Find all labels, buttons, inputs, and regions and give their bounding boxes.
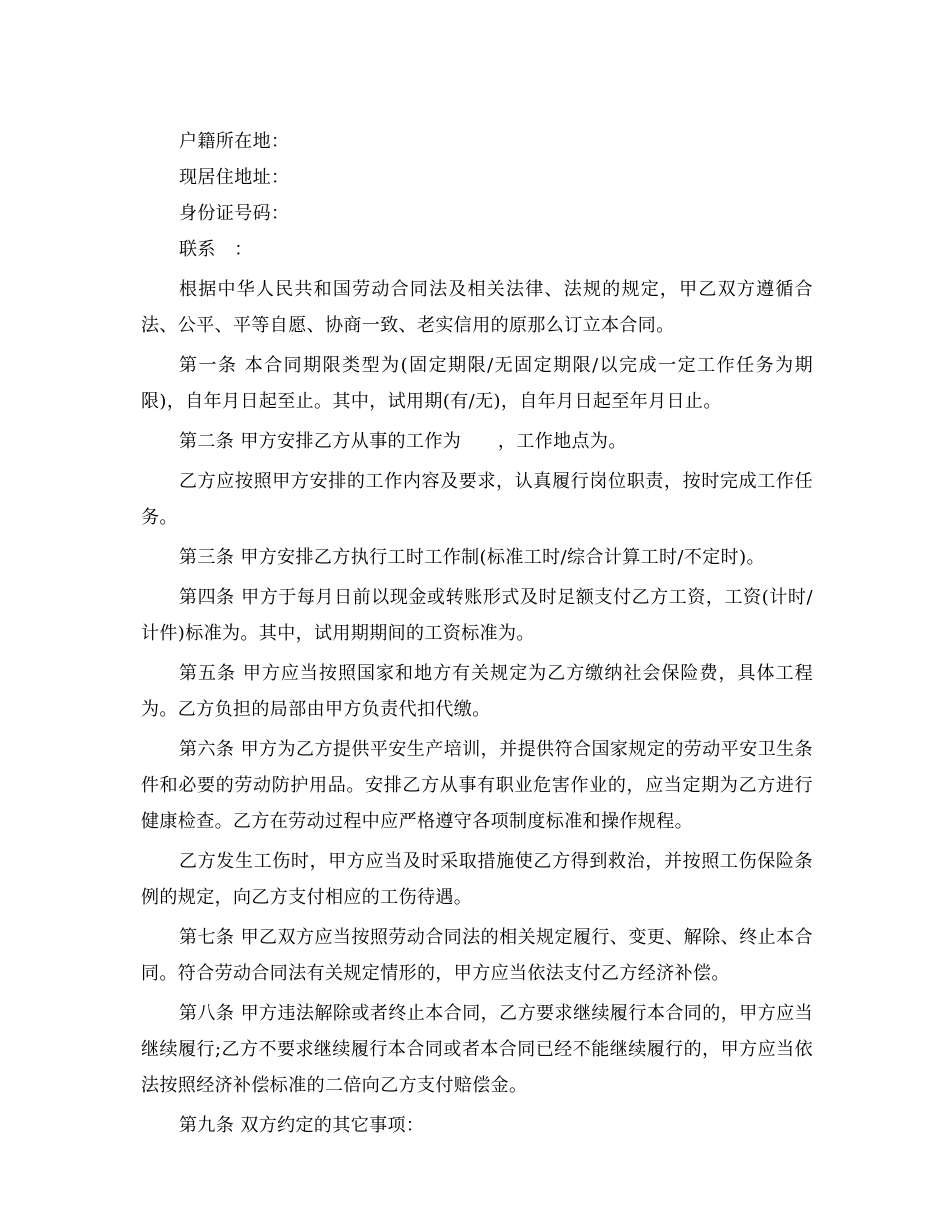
- paragraph-article-6-injury: 乙方发生工伤时，甲方应当及时采取措施使乙方得到救治，并按照工伤保险条例的规定，向乙方支付相应的工伤待遇。: [141, 851, 813, 908]
- paragraph-article-9: 第九条 双方约定的其它事项：: [179, 1115, 425, 1136]
- paragraph-article-1: 第一条 本合同期限类型为(固定期限/无固定期限/以完成一定工作任务为期限)，自年月日起至止。其中，试用期(有/无)，自年月日起至年月日止。: [141, 355, 813, 412]
- paragraph-article-7: 第七条 甲乙双方应当按照劳动合同法的相关规定履行、变更、解除、终止本合同。符合劳动合同法有关规定情形的，甲方应当依法支付乙方经济补偿。: [141, 927, 813, 984]
- paragraph-article-6: 第六条 甲方为乙方提供平安生产培训，并提供符合国家规定的劳动平安卫生条件和必要的劳动防护用品。安排乙方从事有职业危害作业的，应当定期为乙方进行健康检查。乙方在劳动过程中应严格遵守各项制度标准和操作规程。: [141, 739, 813, 832]
- paragraph-preamble: 根据中华人民共和国劳动合同法及相关法律、法规的规定，甲乙双方遵循合法、公平、平等自愿、协商一致、老实信用的原那么订立本合同。: [141, 279, 813, 336]
- field-contact: 联系 ：: [179, 239, 253, 260]
- paragraph-article-2: 第二条 甲方安排乙方从事的工作为 ，工作地点为。: [179, 431, 627, 452]
- paragraph-article-3: 第三条 甲方安排乙方执行工时工作制(标准工时/综合计算工时/不定时)。: [179, 547, 765, 568]
- field-current-address: 现居住地址：: [179, 167, 290, 188]
- field-id-number: 身份证号码：: [179, 203, 290, 224]
- paragraph-article-4: 第四条 甲方于每月日前以现金或转账形式及时足额支付乙方工资，工资(计时/计件)标准为。其中，试用期期间的工资标准为。: [141, 587, 813, 644]
- contract-body: [141, 124, 813, 1148]
- field-household-registration: 户籍所在地：: [179, 131, 290, 152]
- paragraph-article-8: 第八条 甲方违法解除或者终止本合同，乙方要求继续履行本合同的，甲方应当继续履行;乙方不要求继续履行本合同或者本合同已经不能继续履行的，甲方应当依法按照经济补偿标准的二倍向乙方支付赔偿金。: [141, 1003, 813, 1096]
- paragraph-article-2-duties: 乙方应按照甲方安排的工作内容及要求，认真履行岗位职责，按时完成工作任务。: [141, 471, 813, 528]
- paragraph-article-5: 第五条 甲方应当按照国家和地方有关规定为乙方缴纳社会保险费，具体工程为。乙方负担的局部由甲方负责代扣代缴。: [141, 663, 813, 720]
